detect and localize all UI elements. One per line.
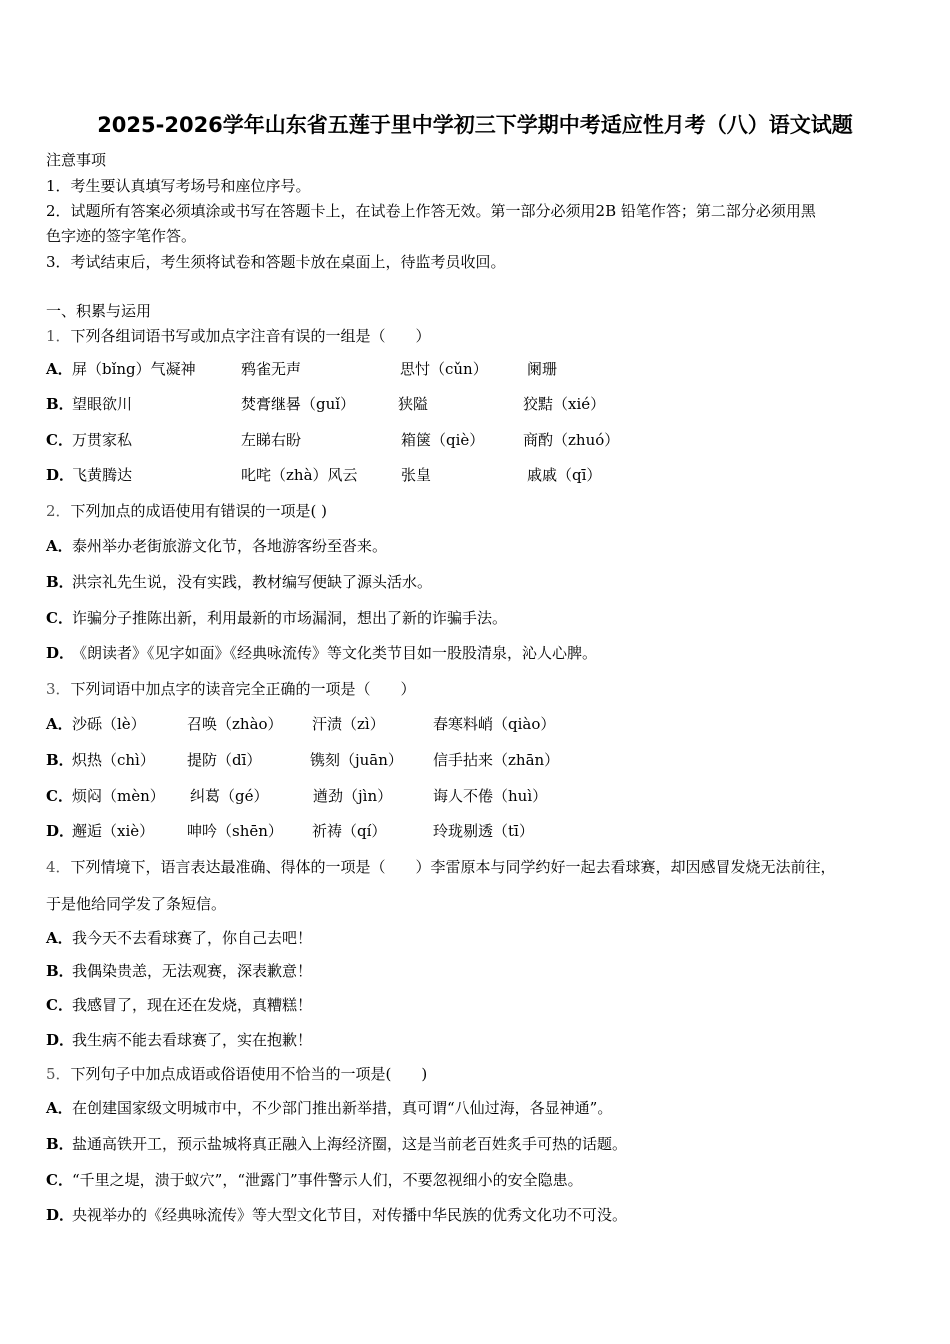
option-label: C． [46,996,73,1014]
option-cell: 沙砾（lè） [72,715,146,733]
option-cell: 纠葛（gé） [190,787,269,805]
option-cell: 箱箧（qiè） [401,431,485,449]
question-text: 下列加点的成语使用有错误的一项是( ) [70,502,328,520]
option-text: 《朗读者》《见字如面》《经典咏流传》等文化类节目如一股股清泉，沁人心脾。 [72,644,598,662]
notice-line: 3．考试结束后，考生须将试卷和答题卡放在桌面上，待监考员收回。 [46,253,506,271]
option-cell: 呻吟（shēn） [187,822,283,840]
option-cell: 张皇 [401,466,432,484]
option-row [0,1134,940,1154]
option-label: D． [46,466,75,484]
notice-line: 1．考生要认真填写考场号和座位序号。 [46,177,311,195]
option-text: 央视举办的《经典咏流传》等大型文化节目，对传播中华民族的优秀文化功不可没。 [72,1206,628,1224]
question-number: 4． [46,858,71,876]
option-row [0,821,940,841]
option-cell: 玲珑剔透（tī） [433,822,534,840]
option-label: D． [46,822,75,840]
question-text: 下列句子中加点成语或俗语使用不恰当的一项是( ) [70,1065,428,1083]
option-row [0,995,940,1015]
option-label: A． [46,929,73,947]
option-label: D． [46,1206,75,1224]
option-cell: 阑珊 [527,360,558,378]
option-row [0,786,940,806]
option-label: A． [46,537,73,555]
option-cell: 春寒料峭（qiào） [433,715,556,733]
option-label: B． [46,1135,74,1153]
option-row [0,394,940,414]
question-text: 下列词语中加点字的读音完全正确的一项是（ ） [70,680,416,698]
option-cell: 信手拈来（zhān） [433,751,560,769]
question-stem [46,326,431,346]
option-cell: 屏（bǐng）气凝神 [72,360,196,378]
notice-heading: 注意事项 [46,151,107,169]
option-cell: 遒劲（jìn） [313,787,393,805]
section-heading: 一、积累与运用 [46,302,152,320]
option-text: 盐通高铁开工，预示盐城将真正融入上海经济圈，这是当前老百姓炙手可热的话题。 [72,1135,628,1153]
option-cell: 鸦雀无声 [241,360,302,378]
option-label: C． [46,787,73,805]
option-row [0,961,940,981]
option-row [0,536,940,556]
option-text: 洪宗礼先生说，没有实践，教材编写便缺了源头活水。 [72,573,433,591]
question-number: 2． [46,502,71,520]
option-row [0,714,940,734]
option-cell: 狡黠（xié） [523,395,606,413]
question-number: 1． [46,327,71,345]
question-number: 5． [46,1065,71,1083]
option-text: 泰州举办老街旅游文化节，各地游客纷至沓来。 [72,537,388,555]
option-cell: 飞黄腾达 [72,466,133,484]
option-label: B． [46,751,74,769]
option-label: D． [46,1031,75,1049]
option-cell: 左睇右盼 [241,431,302,449]
option-label: A． [46,715,73,733]
notice-line: 色字迹的签字笔作答。 [46,227,197,245]
option-row [0,430,940,450]
option-cell: 戚戚（qī） [527,466,602,484]
option-row [0,608,940,628]
option-text: 在创建国家级文明城市中，不少部门推出新举措，真可谓“八仙过海，各显神通”。 [72,1099,613,1117]
option-label: B． [46,962,74,980]
option-cell: 烦闷（mèn） [72,787,165,805]
question-text: 下列各组词语书写或加点字注音有误的一组是（ ） [70,327,431,345]
question-number: 3． [46,680,71,698]
option-text: 我偶染贵恙，无法观赛，深表歉意！ [72,962,313,980]
option-row [0,1098,940,1118]
option-cell: 商酌（zhuó） [523,431,620,449]
question-text-continued: 于是他给同学发了条短信。 [46,895,227,913]
question-stem [46,679,416,699]
question-text: 下列情境下，语言表达最准确、得体的一项是（ ）李雷原本与同学约好一起去看球赛，却因感冒发烧无法前往， [70,858,836,876]
option-text: 我生病不能去看球赛了，实在抱歉！ [72,1031,313,1049]
option-cell: 镌刻（juān） [310,751,403,769]
option-row [0,572,940,592]
option-cell: 汗渍（zì） [312,715,385,733]
option-row [0,643,940,663]
option-label: B． [46,573,74,591]
option-cell: 思忖（cǔn） [400,360,488,378]
option-label: B． [46,395,74,413]
option-cell: 提防（dī） [187,751,262,769]
option-cell: 召唤（zhào） [187,715,283,733]
option-text: “千里之堤，溃于蚁穴”，“泄露门”事件警示人们，不要忽视细小的安全隐患。 [72,1171,583,1189]
option-label: A． [46,1099,73,1117]
option-cell: 万贯家私 [72,431,133,449]
option-row [0,1205,940,1225]
option-cell: 望眼欲川 [72,395,133,413]
option-cell: 狭隘 [398,395,429,413]
question-stem [46,501,327,521]
option-row [0,750,940,770]
option-label: A． [46,360,73,378]
option-row [0,1170,940,1190]
option-cell: 焚膏继晷（guǐ） [241,395,356,413]
option-row [0,465,940,485]
option-label: C． [46,431,73,449]
option-cell: 祈祷（qí） [312,822,387,840]
option-row [0,359,940,379]
option-cell: 炽热（chì） [72,751,155,769]
option-row [0,928,940,948]
option-label: C． [46,609,73,627]
option-label: D． [46,644,75,662]
option-text: 我今天不去看球赛了，你自己去吧！ [72,929,313,947]
option-row [0,1030,940,1050]
question-stem [46,1064,427,1084]
option-cell: 诲人不倦（huì） [433,787,548,805]
option-text: 诈骗分子推陈出新，利用最新的市场漏洞，想出了新的诈骗手法。 [72,609,508,627]
option-cell: 邂逅（xiè） [72,822,155,840]
option-text: 我感冒了，现在还在发烧，真糟糕！ [72,996,313,1014]
question-stem [46,857,836,877]
option-cell: 叱咤（zhà）风云 [241,466,358,484]
option-label: C． [46,1171,73,1189]
page-title: 2025-2026学年山东省五莲于里中学初三下学期中考适应性月考（八）语文试题 [97,113,853,137]
notice-line: 2．试题所有答案必须填涂或书写在答题卡上，在试卷上作答无效。第一部分必须用2B 铅笔作答；第二部分必须用黑 [46,202,816,220]
